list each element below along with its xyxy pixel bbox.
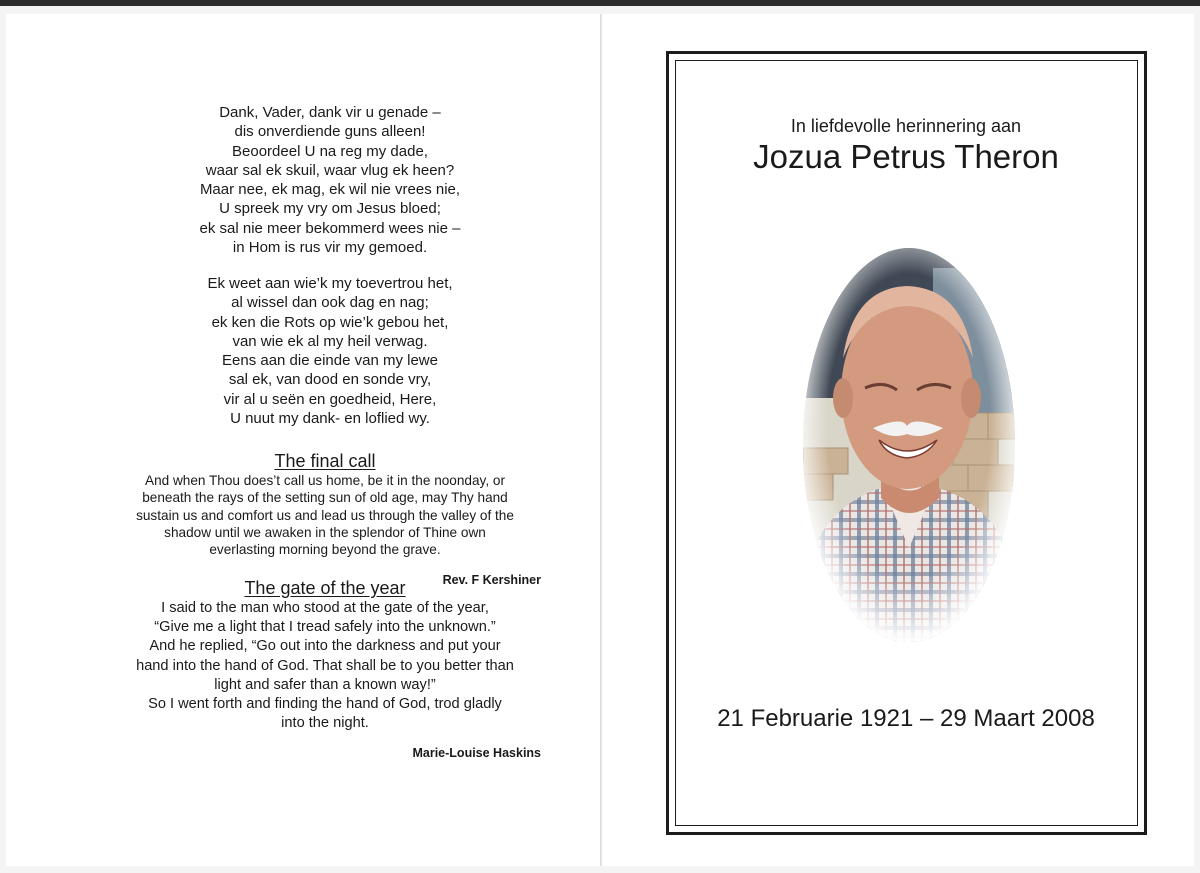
final-call-author: Rev. F Kershiner [442, 573, 541, 587]
text-line: sustain us and comfort us and lead us through the valley of the [136, 507, 514, 523]
poem-line: Maar nee, ek mag, ek wil nie vrees nie, [199, 181, 461, 199]
text-line: And when Thou does’t call us home, be it in the noonday, or [145, 473, 505, 488]
text-line: I said to the man who stood at the gate of the year, [161, 600, 489, 616]
text-line: light and safer than a known way!” [214, 676, 436, 693]
final-call-text [106, 472, 544, 558]
text-line: So I went forth and finding the hand of God, trod gladly [148, 696, 502, 713]
poem-line: ek sal nie meer bekommerd wees nie – [199, 219, 461, 237]
text-line: into the night. [281, 715, 369, 732]
poem-stanza-2 [120, 274, 540, 428]
text-line: beneath the rays of the setting sun of old age, may Thy hand [142, 490, 508, 506]
deceased-name: Jozua Petrus Theron [753, 138, 1059, 175]
text-line: shadow until we awaken in the splendor of Thine own [164, 524, 486, 540]
final-call-title: The final call [274, 451, 376, 471]
gate-of-year-author: Marie-Louise Haskins [412, 746, 541, 760]
life-dates: 21 Februarie 1921 – 29 Maart 2008 [717, 705, 1095, 732]
gate-of-year-title: The gate of the year [244, 578, 406, 598]
poem-line: U nuut my dank- en loflied wy. [230, 410, 430, 428]
poem-line: sal ek, van dood en sonde vry, [228, 371, 432, 389]
poem-line: al wissel dan ook dag en nag; [231, 294, 429, 312]
poem-stanza-1 [120, 103, 540, 257]
poem-line: dis onverdiende guns alleen! [234, 123, 426, 141]
poem-line: Ek weet aan wie’k my toevertrou het, [207, 275, 453, 292]
scan-edge [0, 0, 1200, 6]
gate-of-year-text [106, 599, 544, 733]
text-line: hand into the hand of God. That shall be to you better than [136, 657, 514, 674]
poem-line: in Hom is rus vir my gemoed. [232, 239, 428, 257]
poem-line: Beoordeel U na reg my dade, [232, 142, 428, 160]
text-line: “Give me a light that I tread safely into the unknown.” [154, 619, 496, 636]
poem-line: van wie ek al my heil verwag. [232, 332, 428, 350]
text-line: everlasting morning beyond the grave. [209, 542, 441, 558]
poem-line: U spreek my vry om Jesus bloed; [219, 200, 441, 218]
poem-line: Dank, Vader, dank vir u genade – [219, 104, 441, 121]
poem-line: Eens aan die einde van my lewe [222, 352, 438, 370]
poem-line: ek ken die Rots op wie’k gebou het, [211, 313, 449, 331]
text-line: And he replied, “Go out into the darkness and put your [149, 638, 501, 655]
memorial-subtitle: In liefdevolle herinnering aan [790, 116, 1022, 136]
poem-line: vir al u seën en goedheid, Here, [223, 390, 437, 408]
portrait-photo [803, 248, 1015, 642]
poem-line: waar sal ek skuil, waar vlug ek heen? [205, 161, 455, 179]
